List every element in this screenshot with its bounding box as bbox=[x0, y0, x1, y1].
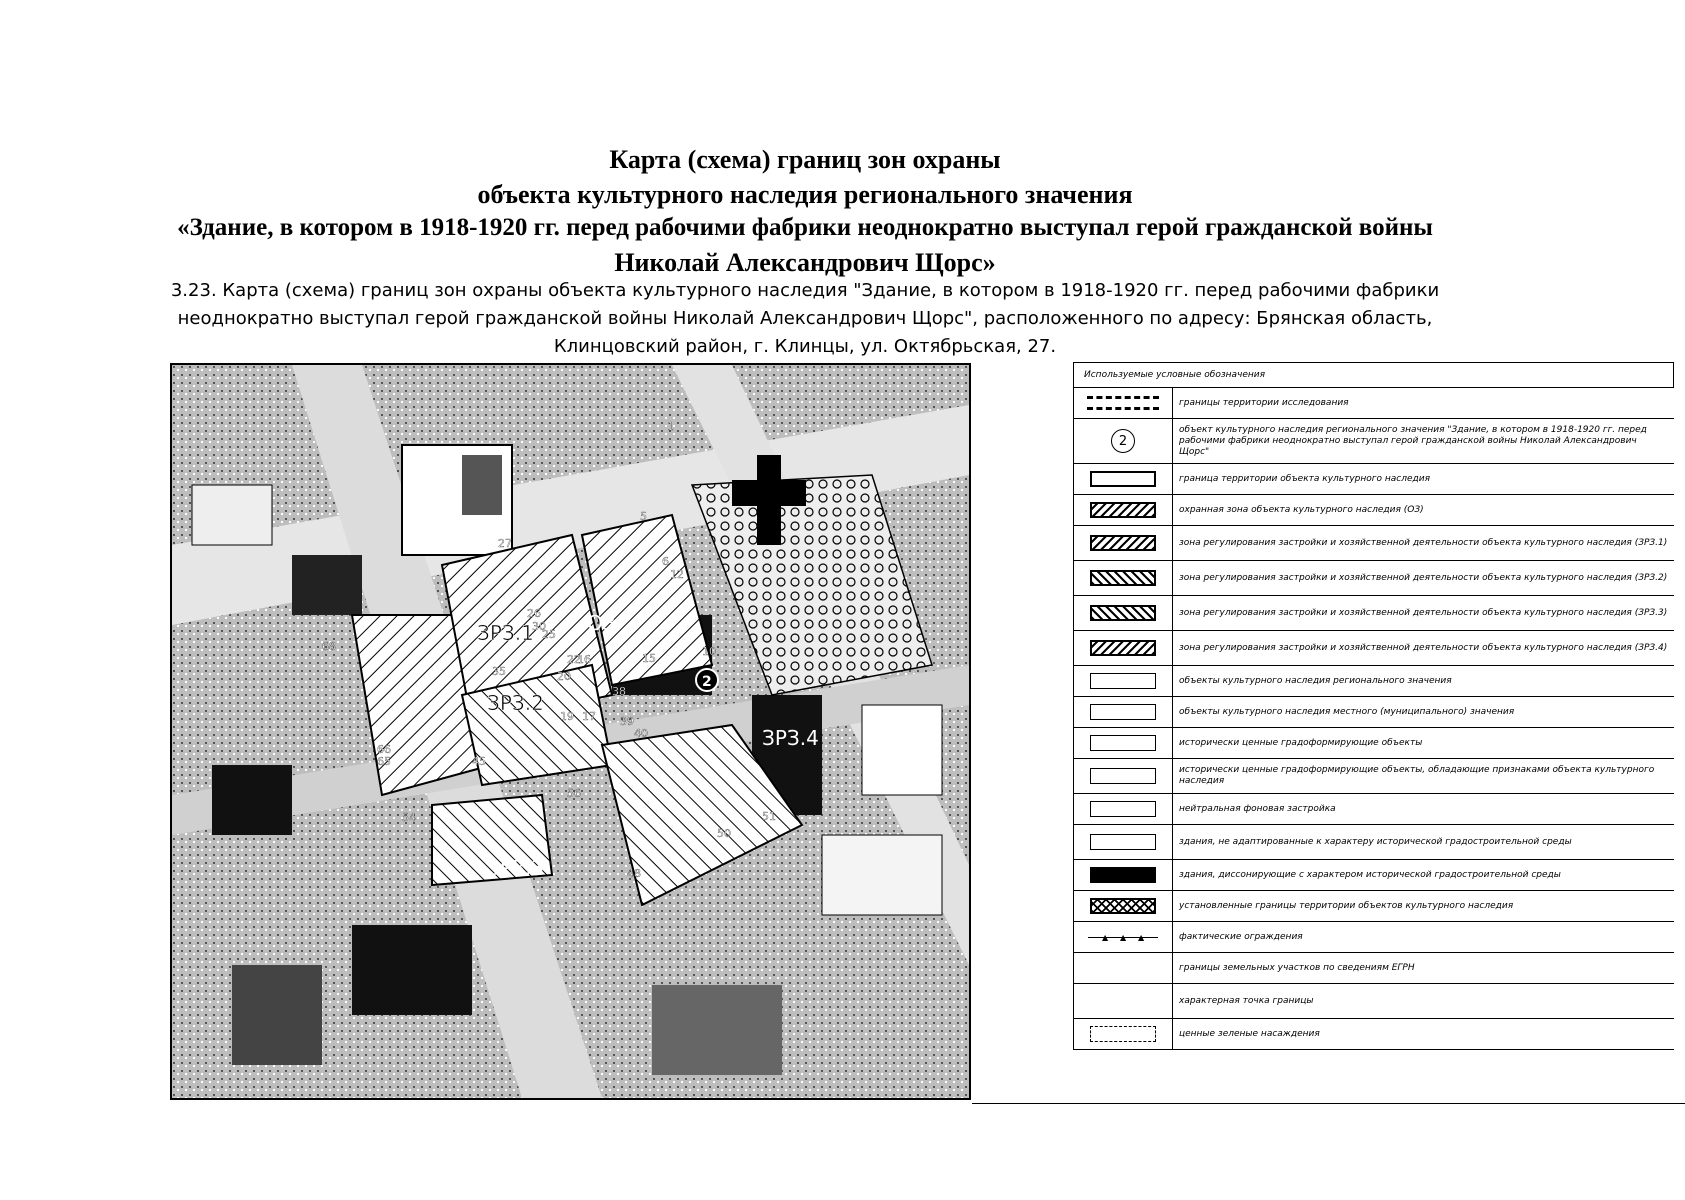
point-label: 1 bbox=[667, 420, 674, 433]
legend-text: фактические ограждения bbox=[1179, 931, 1303, 942]
legend-symbol bbox=[1074, 759, 1173, 793]
legend-symbol bbox=[1074, 891, 1173, 921]
legend-symbol bbox=[1074, 388, 1173, 418]
map-title-line-3: «Здание, в котором в 1918-1920 гг. перед рабочими фабрики неоднократно выступал герой гражданской войны bbox=[177, 214, 1433, 241]
point-label: 45 bbox=[472, 755, 486, 768]
legend-row bbox=[1074, 759, 1674, 794]
aerial-map[interactable] bbox=[170, 363, 971, 1100]
object-circle-icon: 2 bbox=[1111, 429, 1135, 453]
point-label: 20 bbox=[557, 670, 571, 683]
legend-text: ценные зеленые насаждения bbox=[1179, 1028, 1320, 1039]
legend-symbol bbox=[1074, 728, 1173, 758]
legend-text: нейтральная фоновая застройка bbox=[1179, 803, 1336, 814]
cross-hatch-icon bbox=[1090, 898, 1156, 914]
outline-box-icon bbox=[1090, 801, 1156, 817]
legend-symbol bbox=[1074, 953, 1173, 983]
legend-row bbox=[1074, 1019, 1674, 1050]
legend-text: здания, не адаптированные к характеру исторической градостроительной среды bbox=[1179, 836, 1572, 847]
outline-box-icon bbox=[1090, 834, 1156, 850]
point-label: 22 bbox=[567, 653, 581, 666]
legend-symbol bbox=[1074, 419, 1173, 463]
legend-symbol bbox=[1074, 825, 1173, 859]
outline-box-icon bbox=[1090, 768, 1156, 784]
legend-row bbox=[1074, 495, 1674, 526]
caption-line-1: 3.23. Карта (схема) границ зон охраны объекта культурного наследия "Здание, в котором в 1918-1920 гг. перед рабочими фабрики bbox=[170, 280, 1440, 301]
legend-row bbox=[1074, 825, 1674, 860]
outline-box-icon bbox=[1090, 704, 1156, 720]
map-title-line-1: Карта (схема) границ зон охраны bbox=[609, 145, 1001, 174]
point-label: 65 bbox=[377, 755, 391, 768]
point-label: 15 bbox=[642, 652, 656, 665]
legend-row bbox=[1074, 794, 1674, 825]
object-marker-number: 2 bbox=[702, 674, 712, 690]
legend-row bbox=[1074, 860, 1674, 891]
legend-text: исторически ценные градоформирующие объекты bbox=[1179, 737, 1423, 748]
point-label: 26 bbox=[527, 607, 541, 620]
boundary-box-icon bbox=[1090, 471, 1156, 487]
map-title-line-4: Николай Александрович Щорс» bbox=[614, 248, 996, 277]
zone-label-zrz4: ЗРЗ.4 bbox=[762, 726, 819, 750]
legend-row bbox=[1074, 388, 1674, 419]
legend-symbol bbox=[1074, 596, 1173, 630]
legend-text: установленные границы территории объектов культурного наследия bbox=[1179, 900, 1514, 911]
legend-symbol bbox=[1074, 697, 1173, 727]
legend-symbol bbox=[1074, 1019, 1173, 1049]
point-label: 35 bbox=[492, 665, 506, 678]
hatch-icon bbox=[1090, 535, 1156, 551]
dashed-box-icon bbox=[1090, 1026, 1156, 1042]
legend-text: здания, диссонирующие с характером исторической градостроительной среды bbox=[1179, 869, 1561, 880]
legend-text: объекты культурного наследия местного (муниципального) значения bbox=[1179, 706, 1515, 717]
legend-symbol bbox=[1074, 495, 1173, 525]
point-label: 39 bbox=[620, 715, 634, 728]
hatch-reverse-icon bbox=[1090, 570, 1156, 586]
legend-row bbox=[1074, 631, 1674, 666]
point-label: 25 bbox=[542, 628, 556, 641]
legend-symbol bbox=[1074, 526, 1173, 560]
legend-symbol bbox=[1074, 860, 1173, 890]
legend-row bbox=[1074, 526, 1674, 561]
legend-text: граница территории объекта культурного наследия bbox=[1179, 473, 1430, 484]
legend-row bbox=[1074, 891, 1674, 922]
legend-symbol bbox=[1074, 631, 1173, 665]
point-label: 54 bbox=[402, 811, 416, 824]
legend-text: характерная точка границы bbox=[1179, 995, 1314, 1006]
legend-text: зона регулирования застройки и хозяйственной деятельности объекта культурного наследия (ЗРЗ.3) bbox=[1179, 607, 1668, 618]
legend-row bbox=[1074, 697, 1674, 728]
hatch-icon bbox=[1090, 640, 1156, 656]
point-label: 16 bbox=[577, 653, 591, 666]
legend-row bbox=[1074, 561, 1674, 596]
point-label: 40 bbox=[634, 727, 648, 740]
point-label: 66 bbox=[377, 743, 391, 756]
legend-text: зона регулирования застройки и хозяйственной деятельности объекта культурного наследия (ЗРЗ.2) bbox=[1179, 572, 1668, 583]
caption-line-3: Клинцовский район, г. Клинцы, ул. Октябрьская, 27. bbox=[553, 336, 1057, 357]
map-canvas bbox=[172, 365, 969, 1098]
point-label: 51 bbox=[762, 810, 776, 823]
outline-box-icon bbox=[1090, 673, 1156, 689]
point-label: 56 bbox=[567, 787, 581, 800]
legend-row bbox=[1074, 666, 1674, 697]
point-label: 68 bbox=[322, 640, 336, 653]
caption-line-2: неоднократно выступал герой гражданской войны Николай Александрович Щорс", расположенного по адресу: Брянская область, bbox=[177, 308, 1433, 329]
legend-symbol bbox=[1074, 561, 1173, 595]
legend-row bbox=[1074, 419, 1674, 464]
zone-label-zrz3: ЗРЗ.3 bbox=[487, 856, 544, 880]
legend-text: исторически ценные градоформирующие объекты, обладающие признаками объекта культурного наследия bbox=[1179, 765, 1655, 786]
legend-row bbox=[1074, 984, 1674, 1019]
point-label: 50 bbox=[717, 827, 731, 840]
legend-heading: Используемые условные обозначения bbox=[1074, 363, 1674, 388]
point-label: 5 bbox=[640, 510, 647, 523]
point-label: 48 bbox=[627, 867, 641, 880]
legend-row bbox=[1074, 953, 1674, 984]
point-label: 12 bbox=[670, 568, 684, 581]
solid-box-icon bbox=[1090, 867, 1156, 883]
study-boundary-line-icon bbox=[1087, 396, 1159, 410]
legend-symbol bbox=[1074, 464, 1173, 494]
zone-label-zrz1: ЗРЗ.1 bbox=[477, 621, 534, 645]
legend-symbol bbox=[1074, 666, 1173, 696]
hatch-icon bbox=[1090, 502, 1156, 518]
legend-panel bbox=[1073, 362, 1674, 1050]
legend-symbol bbox=[1074, 984, 1173, 1018]
fence-line-icon: ▲ ▲ ▲ bbox=[1088, 937, 1158, 938]
outline-box-icon bbox=[1090, 735, 1156, 751]
point-label: 17 bbox=[582, 710, 596, 723]
legend-row bbox=[1074, 596, 1674, 631]
point-label: 38 bbox=[612, 685, 626, 698]
legend-row bbox=[1074, 922, 1674, 953]
legend-text: зона регулирования застройки и хозяйственной деятельности объекта культурного наследия (ЗРЗ.4) bbox=[1179, 642, 1668, 653]
point-label: 27 bbox=[498, 537, 512, 550]
point-label: 19 bbox=[560, 710, 574, 723]
legend-text: объект культурного наследия регионального значения "Здание, в котором в 1918-1920 гг. перед рабочими фабрики неоднократно выступал герой гражданской войны Николай Александрович Щорс" bbox=[1179, 424, 1647, 457]
point-label: 10 bbox=[702, 645, 716, 658]
legend-row bbox=[1074, 728, 1674, 759]
zone-label-zrz2: ЗРЗ.2 bbox=[487, 691, 544, 715]
legend-row bbox=[1074, 464, 1674, 495]
hatch-reverse-icon bbox=[1090, 605, 1156, 621]
legend-symbol bbox=[1074, 922, 1173, 952]
legend-text: границы территории исследования bbox=[1179, 397, 1349, 408]
point-label: 6 bbox=[662, 555, 669, 568]
legend-text: границы земельных участков по сведениям ЕГРН bbox=[1179, 962, 1415, 973]
divider-line bbox=[972, 1103, 1685, 1104]
legend-text: объекты культурного наследия регионального значения bbox=[1179, 675, 1452, 686]
legend-text: зона регулирования застройки и хозяйственной деятельности объекта культурного наследия (ЗРЗ.1) bbox=[1179, 537, 1668, 548]
map-title-line-2: объекта культурного наследия регионального значения bbox=[477, 180, 1133, 209]
legend-symbol bbox=[1074, 794, 1173, 824]
legend-text: охранная зона объекта культурного наследия (ОЗ) bbox=[1179, 504, 1424, 515]
point-label: 30 bbox=[532, 620, 546, 633]
zone-label-oz: ОЗ bbox=[587, 611, 616, 635]
